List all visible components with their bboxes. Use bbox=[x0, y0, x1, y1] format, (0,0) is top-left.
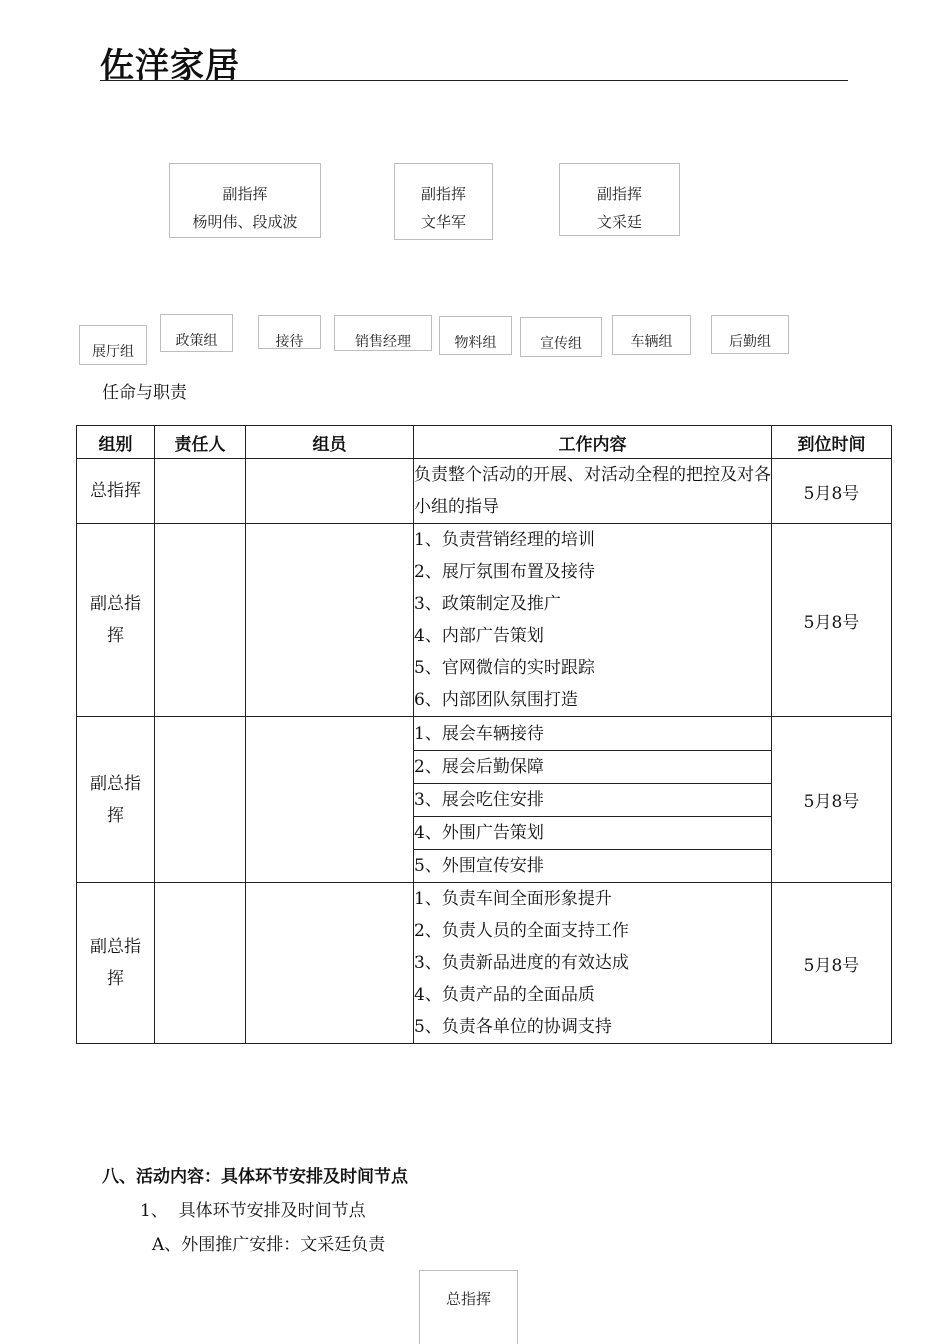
cell-content: 负责整个活动的开展、对活动全程的把控及对各小组的指导 bbox=[414, 459, 772, 524]
company-brand: 佐洋家居 bbox=[100, 46, 240, 86]
org-group-label: 展厅组 bbox=[92, 344, 134, 360]
content-line: 6、内部团队氛围打造 bbox=[414, 690, 578, 710]
org-group-publicity bbox=[520, 317, 602, 357]
content-line: 3、负责新品进度的有效达成 bbox=[414, 953, 629, 973]
cell-content: 2、展会后勤保障 bbox=[414, 751, 772, 784]
org-group-showroom bbox=[79, 325, 147, 365]
duties-table bbox=[76, 425, 892, 1044]
org-group-label: 宣传组 bbox=[540, 336, 582, 352]
content-line: 4、负责产品的全面品质 bbox=[414, 985, 595, 1005]
table-row bbox=[77, 459, 892, 524]
org-group-label: 物料组 bbox=[454, 335, 497, 351]
section-title-appointments: 任命与职责 bbox=[102, 383, 187, 403]
cell-members bbox=[246, 883, 414, 1044]
org-box-deputy-1 bbox=[169, 163, 321, 238]
table-row bbox=[77, 524, 892, 717]
cell-time: 5月8号 bbox=[772, 717, 892, 883]
table-row bbox=[77, 717, 892, 751]
cell-time: 5月8号 bbox=[772, 524, 892, 717]
org-box-deputy-2 bbox=[394, 163, 493, 240]
cell-time: 5月8号 bbox=[772, 883, 892, 1044]
section-8-item-a: A、外围推广安排：文采廷负责 bbox=[152, 1235, 386, 1255]
org-group-label: 车辆组 bbox=[630, 334, 673, 350]
cell-content: 5、外围宣传安排 bbox=[414, 850, 772, 883]
org-box-title: 副指挥 bbox=[596, 185, 642, 203]
content-line: 5、官网微信的实时跟踪 bbox=[414, 658, 595, 678]
org-group-label: 接待 bbox=[275, 334, 304, 349]
content-line: 1、负责车间全面形象提升 bbox=[414, 889, 612, 909]
cell-leader bbox=[155, 459, 246, 524]
cell-content: 3、展会吃住安排 bbox=[414, 784, 772, 817]
cell-group: 副总指挥 bbox=[77, 883, 155, 1044]
org-group-label: 后勤组 bbox=[729, 334, 771, 350]
org-group-reception bbox=[258, 315, 321, 349]
org-group-vehicles bbox=[612, 315, 691, 355]
table-row bbox=[77, 883, 892, 1044]
org-group-sales-manager bbox=[334, 315, 432, 351]
content-line: 5、负责各单位的协调支持 bbox=[414, 1017, 612, 1037]
cell-content bbox=[414, 883, 772, 1044]
section-8-item-1: 1、 具体环节安排及时间节点 bbox=[140, 1201, 366, 1221]
org-box-deputy-3 bbox=[559, 163, 680, 236]
header-leader: 责任人 bbox=[155, 426, 246, 459]
cell-members bbox=[246, 717, 414, 883]
cell-group: 副总指挥 bbox=[77, 524, 155, 717]
cell-content: 4、外围广告策划 bbox=[414, 817, 772, 850]
org-group-label: 政策组 bbox=[175, 333, 218, 349]
org-box-title: 副指挥 bbox=[222, 185, 268, 203]
content-line: 1、负责营销经理的培训 bbox=[414, 530, 595, 550]
org-group-label: 销售经理 bbox=[355, 334, 411, 350]
org-box-title: 副指挥 bbox=[420, 185, 466, 203]
org-box-names: 杨明伟、段成波 bbox=[192, 213, 298, 231]
org-box-names: 文采廷 bbox=[596, 213, 642, 231]
header-members: 组员 bbox=[246, 426, 414, 459]
header-content: 工作内容 bbox=[414, 426, 772, 459]
cell-time: 5月8号 bbox=[772, 459, 892, 524]
cell-content: 1、展会车辆接待 bbox=[414, 717, 772, 751]
cell-leader bbox=[155, 883, 246, 1044]
org-group-materials bbox=[439, 316, 512, 355]
org-group-policy bbox=[160, 314, 233, 352]
content-line: 3、政策制定及推广 bbox=[414, 594, 561, 614]
content-line: 2、负责人员的全面支持工作 bbox=[414, 921, 629, 941]
cell-group: 副总指挥 bbox=[77, 717, 155, 883]
org-group-logistics bbox=[711, 315, 789, 354]
cell-members bbox=[246, 524, 414, 717]
cell-leader bbox=[155, 717, 246, 883]
cell-leader bbox=[155, 524, 246, 717]
header-underline bbox=[100, 80, 848, 81]
content-line: 4、内部广告策划 bbox=[414, 626, 544, 646]
org-box-commander bbox=[419, 1270, 518, 1344]
header-time: 到位时间 bbox=[772, 426, 892, 459]
org-box-names: 文华军 bbox=[420, 213, 466, 231]
header-group: 组别 bbox=[77, 426, 155, 459]
content-line: 2、展厅氛围布置及接待 bbox=[414, 562, 595, 582]
cell-group: 总指挥 bbox=[77, 459, 155, 524]
cell-content bbox=[414, 524, 772, 717]
table-header-row bbox=[77, 426, 892, 459]
cell-members bbox=[246, 459, 414, 524]
section-8-heading: 八、活动内容：具体环节安排及时间节点 bbox=[102, 1167, 408, 1187]
org-box-title: 总指挥 bbox=[445, 1290, 491, 1308]
